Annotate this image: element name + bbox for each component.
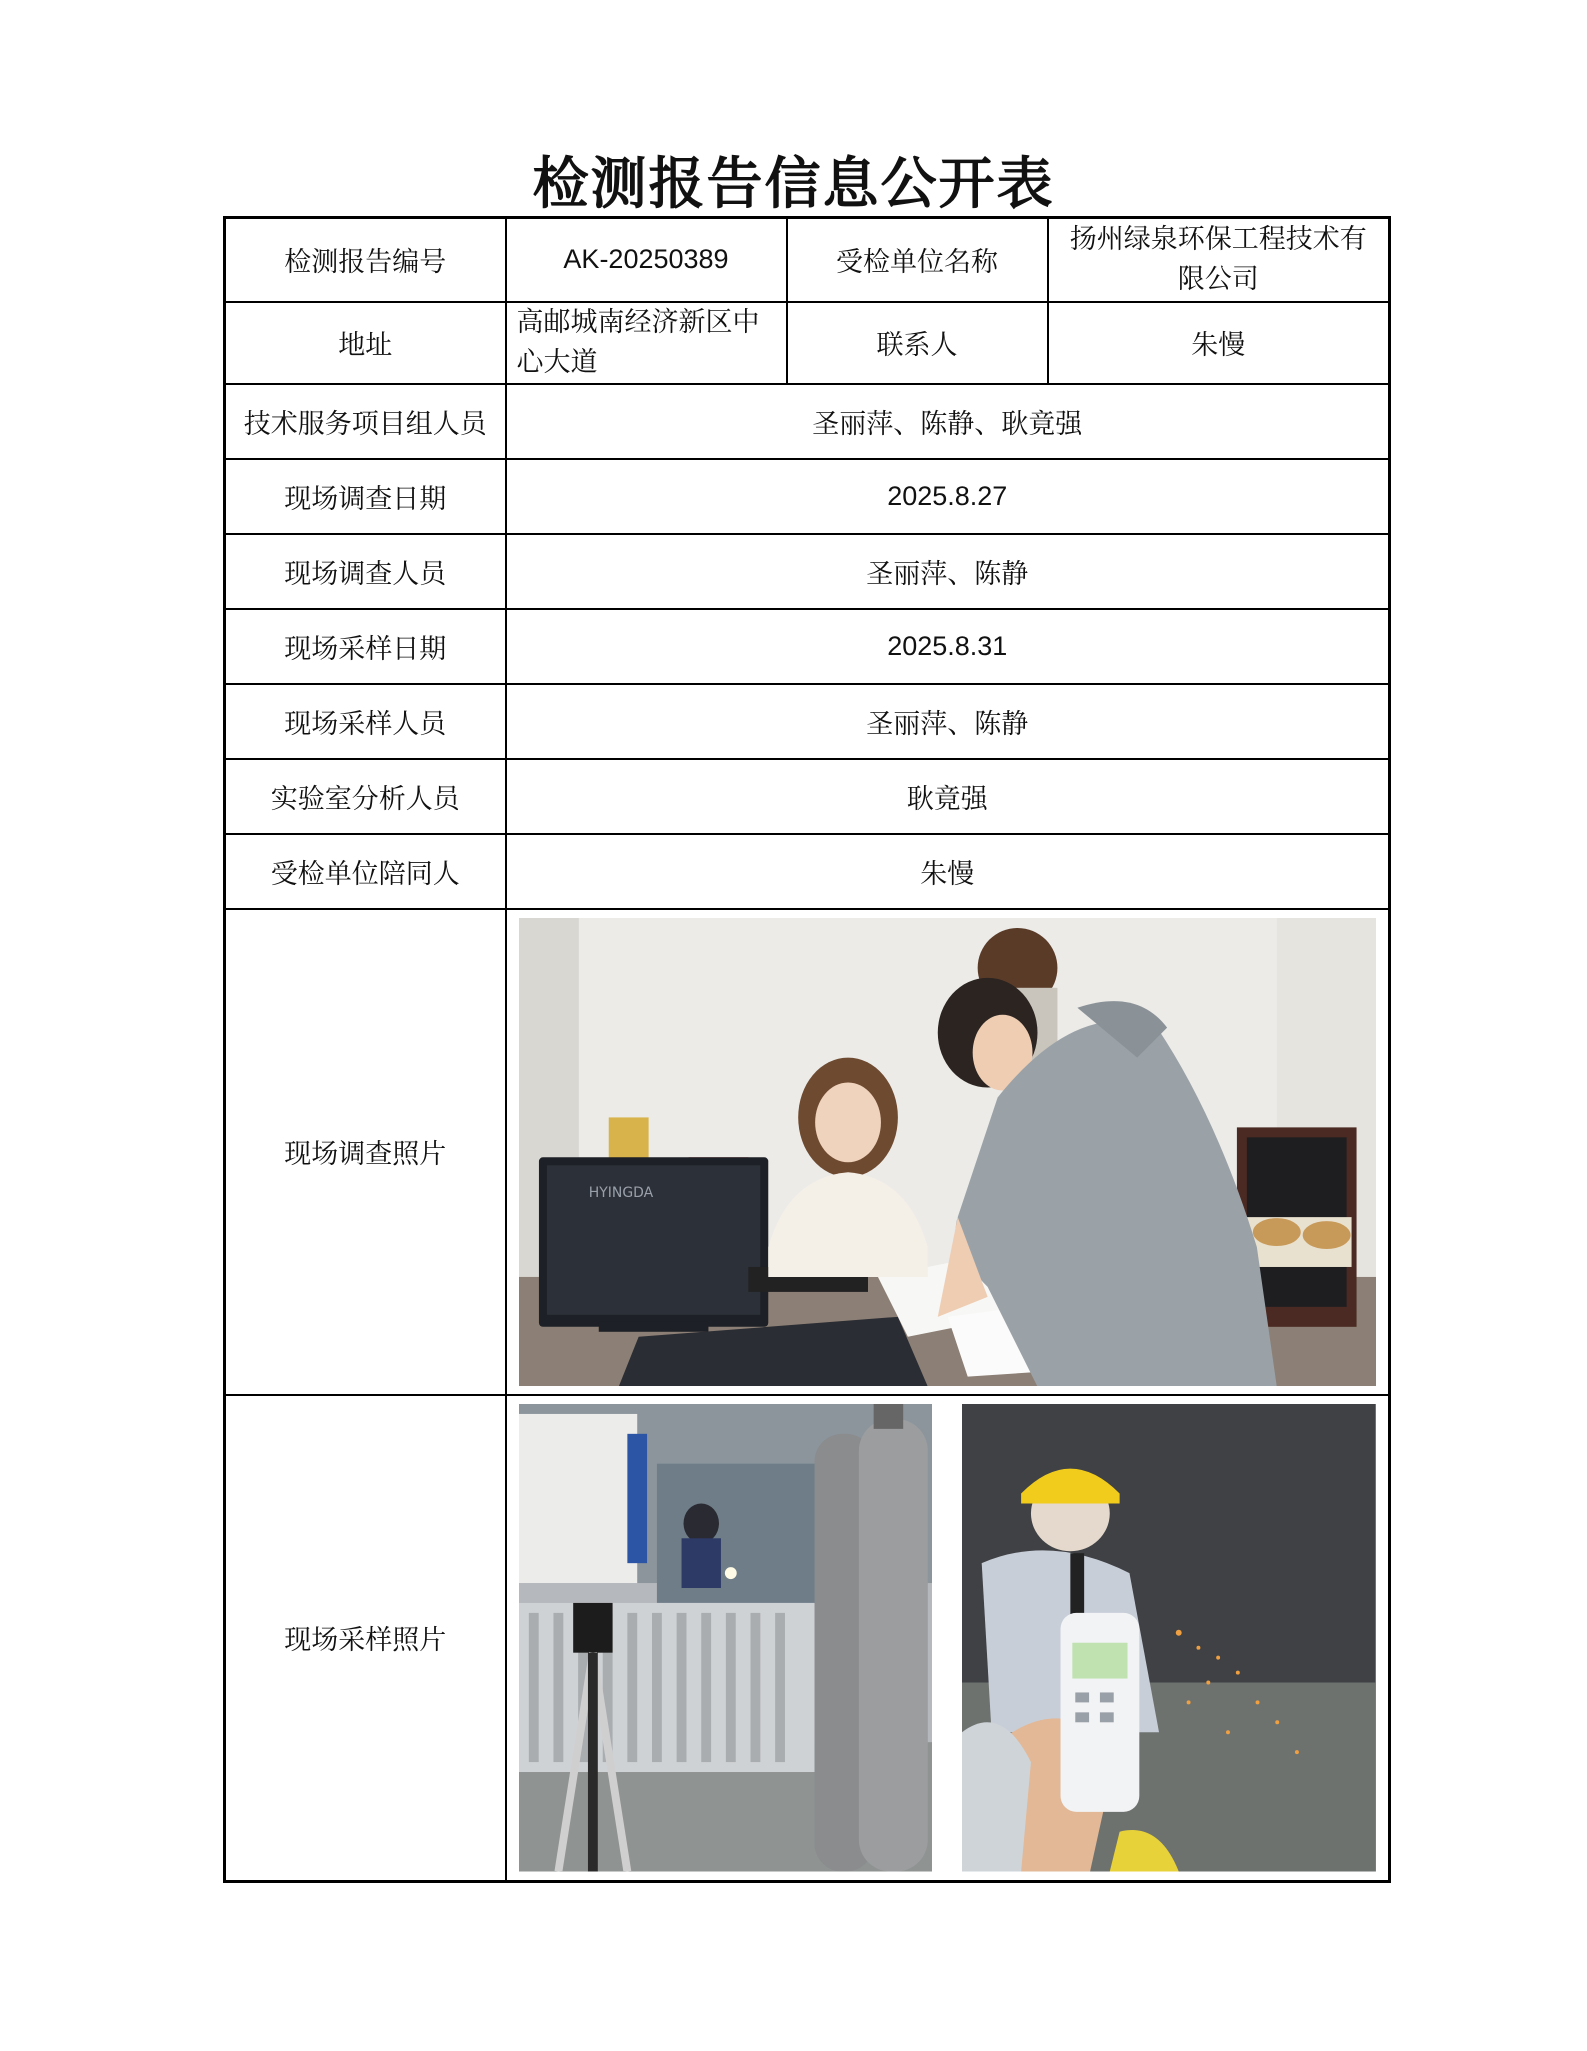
survey-staff-value: 圣丽萍、陈静: [506, 534, 1390, 609]
sample-photo-cell: [506, 1395, 1390, 1881]
report-no-value: AK-20250389: [506, 218, 787, 302]
contact-label: 联系人: [787, 302, 1048, 384]
row-survey-date: [225, 459, 1390, 534]
monitor-brand-text: HYINGDA: [588, 1184, 653, 1201]
address-value: 高邮城南经济新区中心大道: [506, 302, 787, 384]
team-value: 圣丽萍、陈静、耿竟强: [506, 384, 1390, 459]
noise-meter-image: [962, 1404, 1376, 1872]
survey-date-label: 现场调查日期: [225, 459, 506, 534]
unit-label: 受检单位名称: [787, 218, 1048, 302]
contact-value: 朱慢: [1048, 302, 1390, 384]
survey-photo: [519, 918, 1377, 1387]
sample-staff-label: 现场采样人员: [225, 684, 506, 759]
sample-date-label: 现场采样日期: [225, 609, 506, 684]
lab-value: 耿竟强: [506, 759, 1390, 834]
row-escort: [225, 834, 1390, 909]
survey-photo-image: [519, 918, 1377, 1387]
sample-photo-label: 现场采样照片: [225, 1395, 506, 1881]
row-sample-photo: [225, 1395, 1390, 1881]
survey-date-value: 2025.8.27: [506, 459, 1390, 534]
unit-value: 扬州绿泉环保工程技术有限公司: [1048, 218, 1390, 302]
survey-photo-label: 现场调查照片: [225, 909, 506, 1396]
row-survey-staff: [225, 534, 1390, 609]
sample-staff-value: 圣丽萍、陈静: [506, 684, 1390, 759]
row-lab: [225, 759, 1390, 834]
sampling-equipment-image: [519, 1404, 933, 1872]
report-no-label: 检测报告编号: [225, 218, 506, 302]
sample-photo-pair: [519, 1404, 1377, 1872]
escort-value: 朱慢: [506, 834, 1390, 909]
page-title: 检测报告信息公开表: [532, 151, 1055, 217]
address-label: 地址: [225, 302, 506, 384]
sample-date-value: 2025.8.31: [506, 609, 1390, 684]
sample-photo-right: [962, 1404, 1376, 1872]
report-table: [223, 216, 1391, 1883]
row-address: [225, 302, 1390, 384]
survey-staff-label: 现场调查人员: [225, 534, 506, 609]
row-team: [225, 384, 1390, 459]
row-report-no: [225, 218, 1390, 302]
row-sample-date: [225, 609, 1390, 684]
team-label: 技术服务项目组人员: [225, 384, 506, 459]
survey-photo-cell: [506, 909, 1390, 1396]
row-sample-staff: [225, 684, 1390, 759]
lab-label: 实验室分析人员: [225, 759, 506, 834]
row-survey-photo: [225, 909, 1390, 1396]
escort-label: 受检单位陪同人: [225, 834, 506, 909]
sample-photo-left: [519, 1404, 933, 1872]
